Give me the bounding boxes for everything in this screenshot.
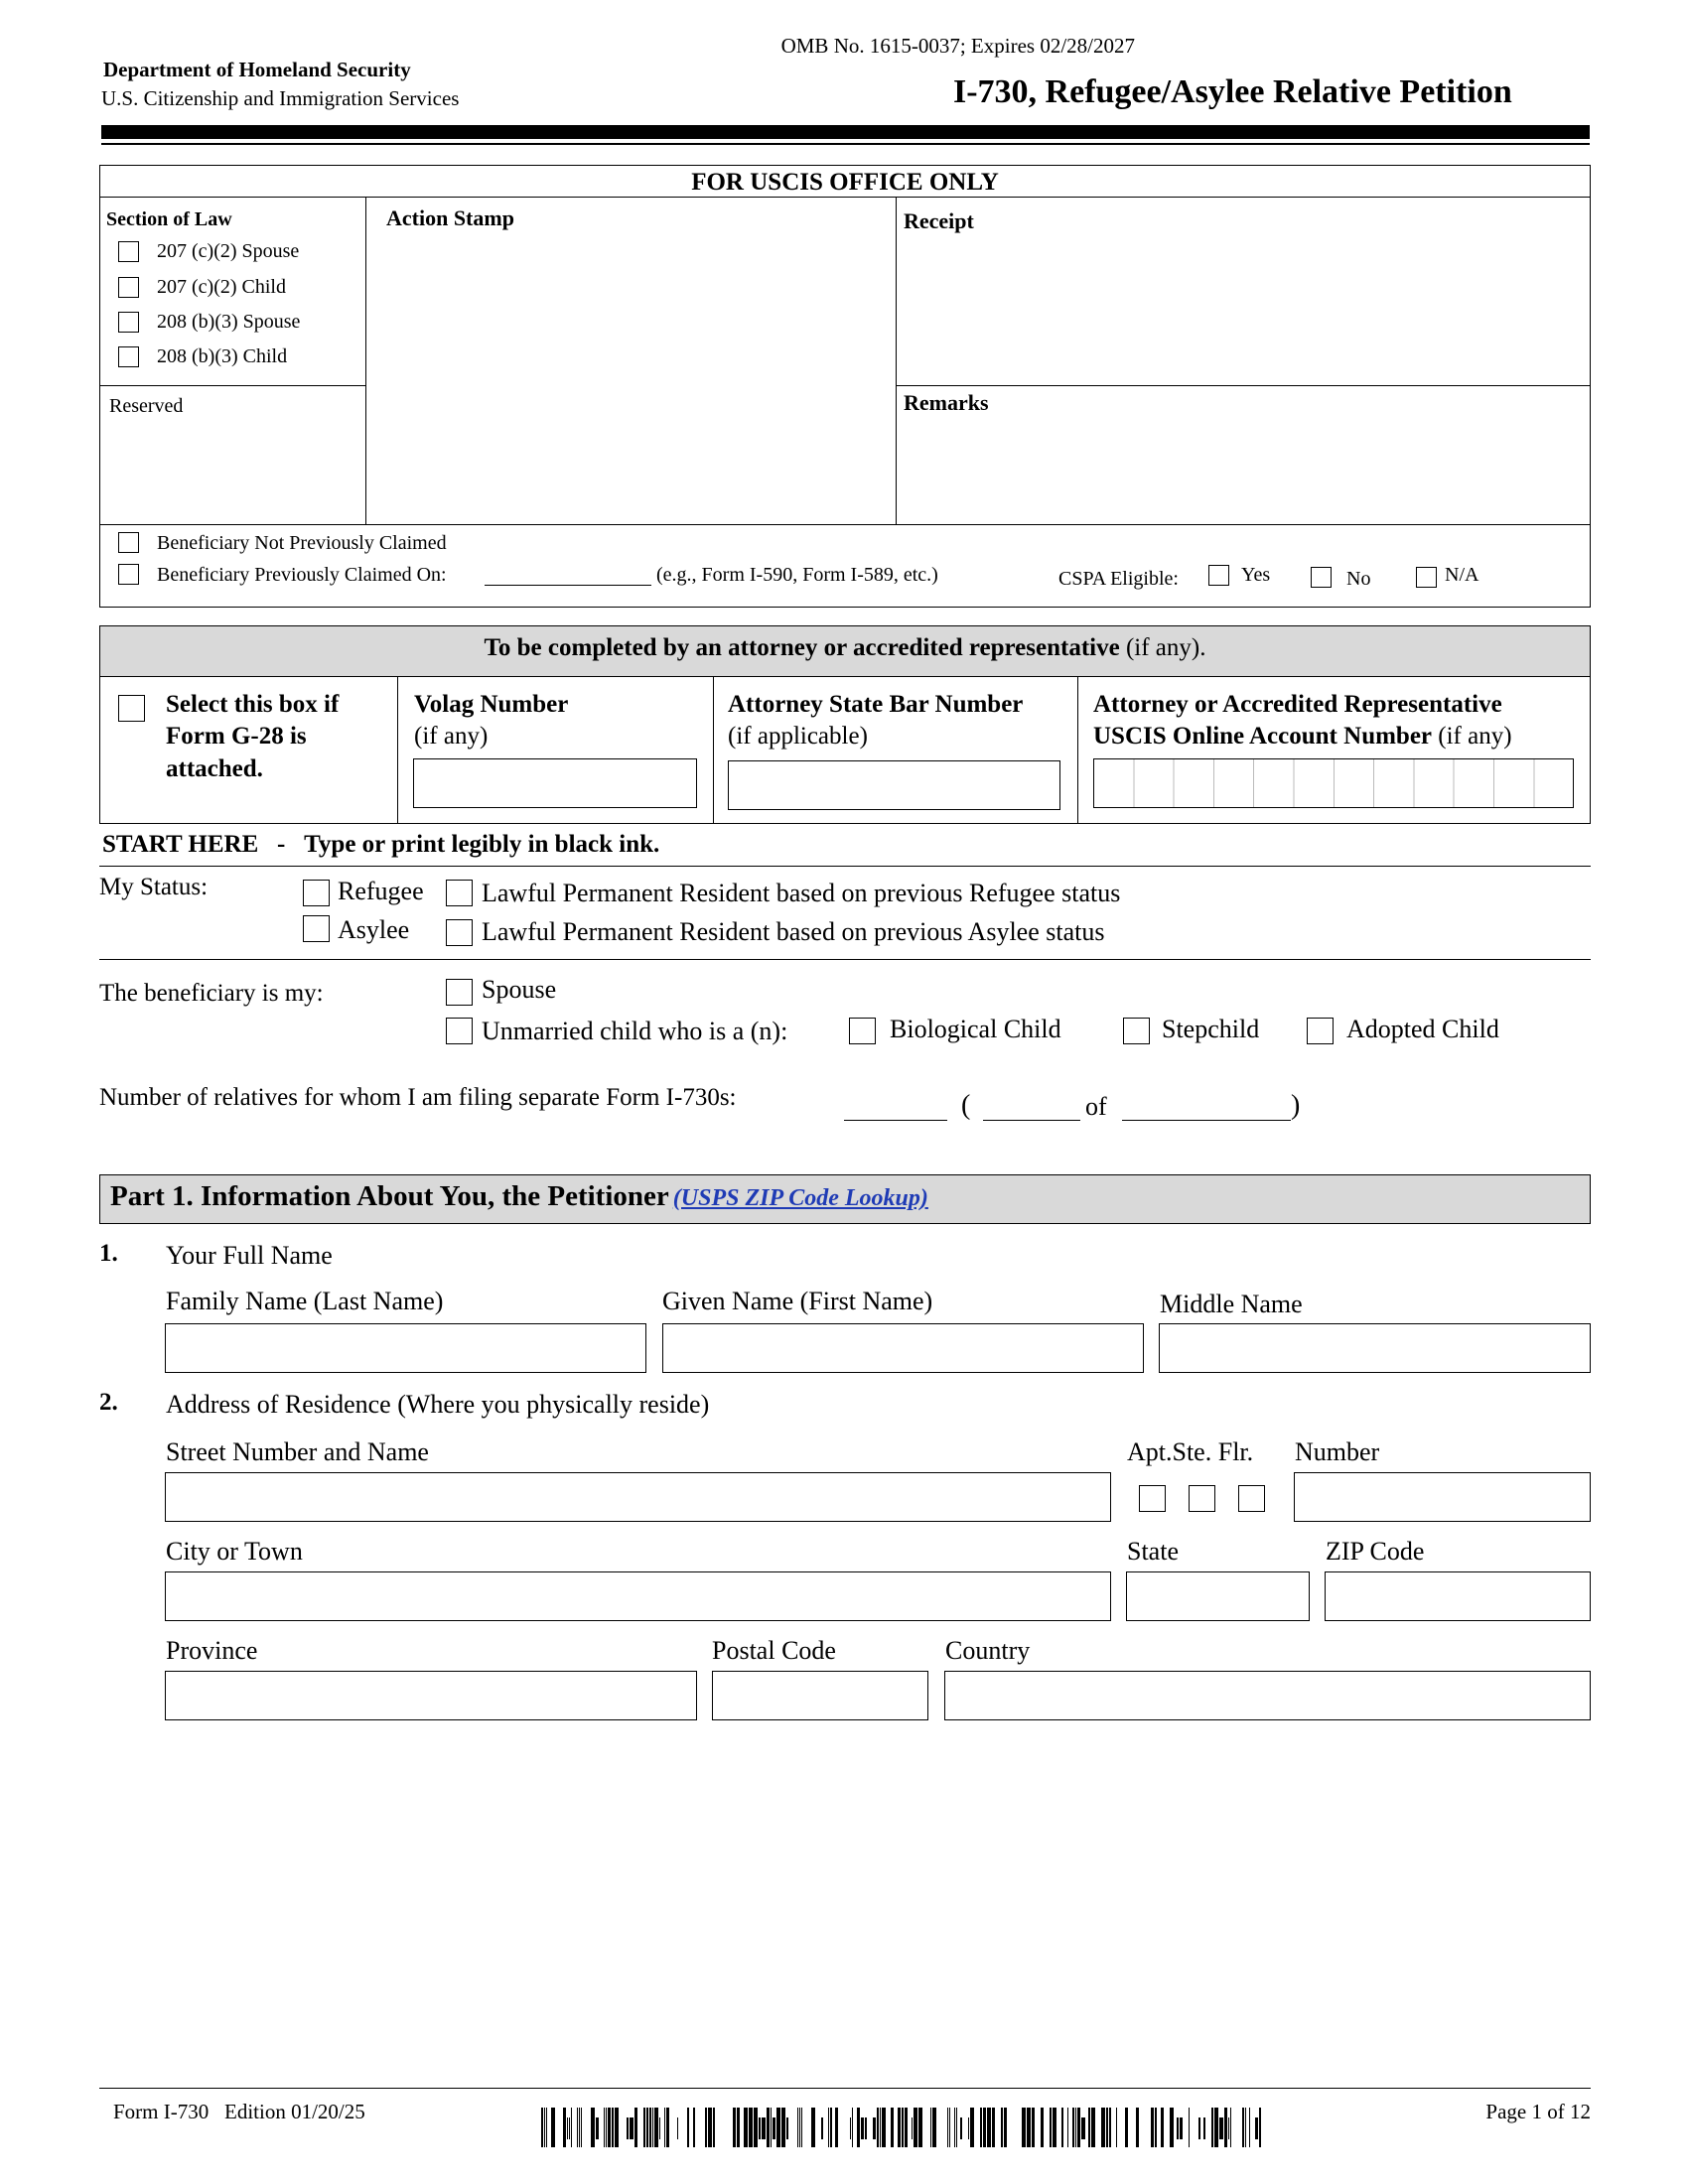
barcode-bar xyxy=(1155,2108,1157,2147)
receipt-label: Receipt xyxy=(904,208,974,233)
section-of-law-label: Section of Law xyxy=(106,208,232,230)
barcode-bar xyxy=(970,2108,974,2147)
barcode-bar xyxy=(664,2108,665,2147)
barcode-bar xyxy=(666,2108,669,2147)
remarks-label: Remarks xyxy=(904,390,989,415)
barcode-bar xyxy=(1230,2108,1231,2147)
barcode-bar xyxy=(1136,2108,1139,2147)
start-here-label xyxy=(102,831,659,859)
biological-child-label: Biological Child xyxy=(890,1015,1061,1043)
law-207c2-spouse-checkbox[interactable] xyxy=(118,241,139,262)
barcode-bar xyxy=(914,2108,917,2147)
bar-number-input[interactable] xyxy=(728,760,1060,810)
previously-claimed-blank[interactable] xyxy=(485,585,651,586)
barcode-bar xyxy=(954,2108,955,2147)
g28-attached-checkbox[interactable] xyxy=(118,695,145,722)
barcode-bar xyxy=(1245,2108,1246,2147)
barcode-bar xyxy=(563,2108,566,2147)
barcode-bar xyxy=(1032,2108,1035,2147)
barcode-bar xyxy=(1170,2108,1174,2147)
beneficiary-spouse-checkbox[interactable] xyxy=(446,979,473,1006)
barcode-bar xyxy=(776,2108,780,2147)
cspa-no-checkbox[interactable] xyxy=(1311,567,1332,588)
attorney-banner-text xyxy=(99,634,1591,662)
barcode-bar xyxy=(987,2108,991,2147)
barcode-bar xyxy=(612,2108,614,2147)
law-208b3-child-checkbox[interactable] xyxy=(118,346,139,367)
account-digit-cells xyxy=(1094,759,1573,807)
state-label: State xyxy=(1127,1537,1179,1566)
uscis-box-title: FOR USCIS OFFICE ONLY xyxy=(691,169,999,196)
barcode-bar xyxy=(797,2108,798,2147)
barcode-bar xyxy=(912,2117,913,2139)
barcode-bar xyxy=(744,2108,748,2147)
relatives-total-blank[interactable] xyxy=(1122,1120,1291,1121)
account-label-rest: (if any) xyxy=(1438,723,1512,750)
law-208b3-spouse-checkbox[interactable] xyxy=(118,312,139,333)
usps-zip-lookup-link[interactable]: (USPS ZIP Code Lookup) xyxy=(672,1185,928,1211)
barcode-bar xyxy=(654,2108,658,2147)
barcode xyxy=(541,2108,1266,2149)
zip-code-input[interactable] xyxy=(1325,1571,1591,1621)
section-law-rule xyxy=(99,385,365,386)
barcode-bar xyxy=(830,2108,832,2147)
start-here-rule xyxy=(99,866,1591,867)
barcode-bar xyxy=(882,2108,886,2147)
state-select[interactable] xyxy=(1126,1571,1310,1621)
footer-form-id xyxy=(113,2100,365,2124)
not-previously-claimed-label: Beneficiary Not Previously Claimed xyxy=(157,532,447,554)
uscis-title-rule xyxy=(99,197,1591,198)
cspa-no-label: No xyxy=(1346,568,1371,590)
barcode-bar xyxy=(627,2117,629,2139)
adopted-child-label: Adopted Child xyxy=(1346,1015,1499,1043)
barcode-bar xyxy=(1072,2108,1074,2147)
postal-code-label: Postal Code xyxy=(712,1636,836,1665)
barcode-bar xyxy=(596,2117,599,2139)
barcode-bar xyxy=(1004,2108,1007,2147)
beneficiary-label: The beneficiary is my: xyxy=(99,980,324,1007)
barcode-bar xyxy=(581,2108,582,2147)
reserved-label: Reserved xyxy=(109,395,184,417)
barcode-bar xyxy=(980,2108,982,2147)
barcode-bar xyxy=(1091,2108,1095,2147)
barcode-bar xyxy=(646,2108,648,2147)
barcode-bar xyxy=(1177,2117,1179,2139)
barcode-bar xyxy=(604,2108,605,2147)
start-here-text: START HERE xyxy=(102,831,259,858)
barcode-bar xyxy=(1255,2117,1258,2139)
apt-ste-flr-label xyxy=(1127,1437,1253,1467)
barcode-bar xyxy=(1106,2108,1108,2147)
beneficiary-unmarried-child-checkbox[interactable] xyxy=(446,1018,473,1044)
status-lpr-refugee-label: Lawful Permanent Resident based on previous Refugee status xyxy=(482,879,1121,907)
barcode-bar xyxy=(960,2117,962,2139)
province-input[interactable] xyxy=(165,1671,697,1720)
middle-name-input[interactable] xyxy=(1159,1323,1591,1373)
barcode-bar xyxy=(1161,2108,1164,2147)
relatives-of: of xyxy=(1085,1092,1107,1121)
barcode-bar xyxy=(687,2108,689,2147)
barcode-bar xyxy=(1125,2108,1128,2147)
status-refugee-label: Refugee xyxy=(338,877,424,905)
barcode-bar xyxy=(652,2108,653,2147)
status-asylee-checkbox[interactable] xyxy=(303,915,330,942)
volag-number-input[interactable] xyxy=(413,758,697,808)
g28-line-3: attached. xyxy=(166,755,263,782)
barcode-bar xyxy=(968,2117,969,2139)
footer-rule xyxy=(99,2088,1591,2089)
barcode-bar xyxy=(571,2108,572,2147)
barcode-bar xyxy=(677,2117,678,2139)
previously-claimed-label: Beneficiary Previously Claimed On: xyxy=(157,564,447,586)
department-name: Department of Homeland Security xyxy=(103,58,411,81)
cspa-na-checkbox[interactable] xyxy=(1416,567,1437,588)
uscis-divider-2 xyxy=(896,197,897,524)
attorney-divider-2 xyxy=(713,677,714,824)
flr-checkbox[interactable] xyxy=(1238,1485,1265,1512)
city-input[interactable] xyxy=(165,1571,1111,1621)
barcode-bar xyxy=(1027,2108,1031,2147)
bar-number-label: Attorney State Bar Number xyxy=(728,691,1024,718)
street-label: Street Number and Name xyxy=(166,1437,429,1466)
attorney-banner-rest: (if any). xyxy=(1125,634,1206,661)
ste-label: Ste. xyxy=(1172,1437,1212,1466)
barcode-bar xyxy=(1077,2108,1080,2147)
barcode-bar xyxy=(643,2108,645,2147)
barcode-bar xyxy=(1198,2117,1200,2139)
g28-line-2: Form G-28 is xyxy=(166,723,307,750)
cspa-eligible-label: CSPA Eligible: xyxy=(1058,568,1179,590)
given-name-input[interactable] xyxy=(662,1323,1144,1373)
number-label: Number xyxy=(1295,1437,1380,1466)
part1-title: Part 1. Information About You, the Petitioner xyxy=(110,1180,669,1212)
header-thick-rule xyxy=(101,125,1590,139)
status-rule xyxy=(99,959,1591,960)
barcode-bar xyxy=(659,2117,660,2139)
attorney-banner-bold: To be completed by an attorney or accredited representative xyxy=(484,634,1120,661)
cspa-na-label: N/A xyxy=(1445,564,1479,586)
start-here-instruction: Type or print legibly in black ink. xyxy=(304,831,660,858)
g28-line-1: Select this box if xyxy=(166,691,340,718)
barcode-bar xyxy=(708,2108,712,2147)
barcode-bar xyxy=(567,2117,568,2139)
status-lpr-asylee-label: Lawful Permanent Resident based on previous Asylee status xyxy=(482,917,1105,946)
city-label: City or Town xyxy=(166,1537,303,1566)
zip-code-label: ZIP Code xyxy=(1326,1537,1425,1566)
barcode-bar xyxy=(1053,2108,1056,2147)
barcode-bar xyxy=(786,2117,788,2139)
apt-label: Apt. xyxy=(1127,1437,1173,1466)
cspa-yes-label: Yes xyxy=(1241,564,1271,586)
start-here-dash: - xyxy=(277,831,286,858)
barcode-bar xyxy=(983,2108,986,2147)
barcode-bar xyxy=(992,2108,995,2147)
question-1-label: Your Full Name xyxy=(166,1241,333,1270)
barcode-bar xyxy=(1189,2108,1190,2147)
apt-number-input[interactable] xyxy=(1294,1472,1591,1522)
adopted-child-checkbox[interactable] xyxy=(1307,1018,1334,1044)
barcode-bar xyxy=(1022,2108,1026,2147)
account-label-line-1: Attorney or Accredited Representative xyxy=(1093,691,1502,718)
online-account-number-input[interactable] xyxy=(1093,758,1574,808)
barcode-bar xyxy=(1219,2117,1223,2139)
previously-claimed-example: (e.g., Form I-590, Form I-589, etc.) xyxy=(656,564,938,586)
barcode-bar xyxy=(1214,2108,1218,2147)
barcode-bar xyxy=(759,2117,761,2139)
status-lpr-refugee-checkbox[interactable] xyxy=(446,880,473,906)
barcode-bar xyxy=(693,2108,695,2147)
status-asylee-label: Asylee xyxy=(338,915,410,944)
barcode-bar xyxy=(546,2108,547,2147)
barcode-bar xyxy=(762,2117,766,2139)
barcode-bar xyxy=(873,2117,876,2139)
account-label-line-2 xyxy=(1093,723,1512,751)
agency-name: U.S. Citizenship and Immigration Services xyxy=(101,86,460,110)
stepchild-checkbox[interactable] xyxy=(1123,1018,1150,1044)
footer-form: Form I-730 xyxy=(113,2100,210,2123)
law-option-label: 208 (b)(3) Child xyxy=(157,345,288,367)
relatives-open-paren: ( xyxy=(961,1090,971,1121)
barcode-bar xyxy=(828,2108,829,2147)
barcode-bar xyxy=(865,2117,867,2139)
my-status-label: My Status: xyxy=(99,874,209,900)
barcode-bar xyxy=(1088,2108,1090,2147)
barcode-bar xyxy=(1101,2108,1105,2147)
receipt-rule xyxy=(896,385,1591,386)
barcode-bar xyxy=(1050,2108,1052,2147)
bar-number-sub: (if applicable) xyxy=(728,723,868,750)
barcode-bar xyxy=(930,2108,931,2147)
cspa-yes-checkbox[interactable] xyxy=(1208,565,1229,586)
question-1-number: 1. xyxy=(99,1240,118,1267)
footer-edition: Edition 01/20/25 xyxy=(224,2100,365,2123)
barcode-bar xyxy=(1081,2117,1085,2139)
barcode-bar xyxy=(1203,2117,1205,2139)
question-2-number: 2. xyxy=(99,1389,118,1416)
given-name-label: Given Name (First Name) xyxy=(662,1287,933,1315)
barcode-bar xyxy=(606,2108,607,2147)
law-option-label: 207 (c)(2) Spouse xyxy=(157,240,300,262)
country-input[interactable] xyxy=(944,1671,1591,1720)
barcode-bar xyxy=(1180,2117,1183,2139)
barcode-bar xyxy=(1259,2108,1261,2147)
question-2-label: Address of Residence (Where you physically reside) xyxy=(166,1390,710,1419)
barcode-bar xyxy=(1224,2108,1227,2147)
barcode-bar xyxy=(850,2117,851,2139)
barcode-bar xyxy=(749,2108,753,2147)
form-title: I-730, Refugee/Asylee Relative Petition xyxy=(953,73,1512,110)
volag-sub: (if any) xyxy=(414,723,489,750)
relatives-count-blank[interactable] xyxy=(844,1120,947,1121)
barcode-bar xyxy=(1001,2108,1003,2147)
flr-label: Flr. xyxy=(1217,1437,1254,1466)
previously-claimed-checkbox[interactable] xyxy=(118,564,139,585)
apt-checkbox[interactable] xyxy=(1139,1485,1166,1512)
barcode-bar xyxy=(1041,2108,1044,2147)
barcode-bar xyxy=(705,2108,707,2147)
barcode-bar xyxy=(801,2108,802,2147)
barcode-bar xyxy=(947,2108,948,2147)
attorney-divider-3 xyxy=(1077,677,1078,824)
barcode-bar xyxy=(733,2108,736,2147)
law-option-label: 208 (b)(3) Spouse xyxy=(157,311,301,333)
barcode-bar xyxy=(811,2108,815,2147)
status-refugee-checkbox[interactable] xyxy=(303,880,330,906)
footer-page-number: Page 1 of 12 xyxy=(1485,2100,1591,2123)
barcode-bar xyxy=(649,2108,651,2147)
action-stamp-label: Action Stamp xyxy=(386,205,514,230)
country-label: Country xyxy=(945,1636,1031,1665)
barcode-bar xyxy=(835,2108,838,2147)
barcode-bar xyxy=(877,2108,879,2147)
barcode-bar xyxy=(737,2108,740,2147)
barcode-bar xyxy=(902,2108,904,2147)
barcode-bar xyxy=(1075,2108,1076,2147)
street-input[interactable] xyxy=(165,1472,1111,1522)
barcode-bar xyxy=(1109,2108,1111,2147)
barcode-bar xyxy=(781,2108,785,2147)
barcode-bar xyxy=(713,2108,715,2147)
barcode-bar xyxy=(1242,2108,1244,2147)
barcode-bars xyxy=(541,2108,1261,2147)
barcode-bar xyxy=(579,2108,580,2147)
barcode-bar xyxy=(852,2108,853,2147)
status-lpr-asylee-checkbox[interactable] xyxy=(446,919,473,946)
barcode-bar xyxy=(1228,2117,1229,2139)
law-207c2-child-checkbox[interactable] xyxy=(118,277,139,298)
barcode-bar xyxy=(956,2108,957,2147)
barcode-bar xyxy=(861,2117,864,2139)
barcode-bar xyxy=(767,2108,770,2147)
barcode-bar xyxy=(821,2117,823,2139)
barcode-bar xyxy=(880,2108,881,2147)
relatives-close-paren: ) xyxy=(1291,1090,1301,1121)
biological-child-checkbox[interactable] xyxy=(849,1018,876,1044)
barcode-bar xyxy=(898,2108,901,2147)
barcode-bar xyxy=(634,2108,637,2147)
uscis-bottom-rule xyxy=(99,524,1591,525)
barcode-bar xyxy=(857,2108,860,2147)
barcode-bar xyxy=(1067,2108,1068,2147)
stepchild-label: Stepchild xyxy=(1162,1015,1260,1043)
barcode-bar xyxy=(905,2108,908,2147)
account-label-bold: USCIS Online Account Number xyxy=(1093,723,1433,750)
barcode-bar xyxy=(773,2117,775,2139)
barcode-bar xyxy=(799,2108,800,2147)
volag-label: Volag Number xyxy=(414,691,569,718)
barcode-bar xyxy=(551,2108,555,2147)
barcode-bar xyxy=(569,2117,570,2139)
header-thin-rule xyxy=(101,143,1590,145)
barcode-bar xyxy=(608,2108,611,2147)
omb-number: OMB No. 1615-0037; Expires 02/28/2027 xyxy=(780,34,1135,58)
family-name-input[interactable] xyxy=(165,1323,646,1373)
barcode-bar xyxy=(1211,2108,1213,2147)
barcode-bar xyxy=(771,2108,772,2147)
province-label: Province xyxy=(166,1636,258,1665)
barcode-bar xyxy=(1061,2108,1063,2147)
not-previously-claimed-checkbox[interactable] xyxy=(118,532,139,553)
relatives-index-blank[interactable] xyxy=(983,1120,1080,1121)
barcode-bar xyxy=(891,2108,894,2147)
attorney-divider-1 xyxy=(397,677,398,824)
barcode-bar xyxy=(1116,2108,1117,2147)
barcode-bar xyxy=(1249,2108,1250,2147)
barcode-bar xyxy=(949,2108,950,2147)
relatives-count-label: Number of relatives for whom I am filing separate Form I-730s: xyxy=(99,1084,737,1111)
middle-name-label: Middle Name xyxy=(1160,1290,1303,1318)
barcode-bar xyxy=(1151,2108,1154,2147)
law-option-label: 207 (c)(2) Child xyxy=(157,276,286,298)
barcode-bar xyxy=(630,2117,633,2139)
part1-heading xyxy=(110,1180,928,1213)
beneficiary-unmarried-child-label: Unmarried child who is a (n): xyxy=(482,1017,788,1045)
barcode-bar xyxy=(932,2108,936,2147)
beneficiary-spouse-label: Spouse xyxy=(482,975,557,1004)
barcode-bar xyxy=(541,2108,543,2147)
uscis-divider-1 xyxy=(365,197,366,524)
barcode-bar xyxy=(754,2108,758,2147)
barcode-bar xyxy=(577,2108,578,2147)
barcode-bar xyxy=(544,2108,545,2147)
barcode-bar xyxy=(591,2108,595,2147)
barcode-bar xyxy=(615,2108,619,2147)
family-name-label: Family Name (Last Name) xyxy=(166,1287,444,1315)
postal-code-input[interactable] xyxy=(712,1671,928,1720)
barcode-bar xyxy=(918,2108,922,2147)
ste-checkbox[interactable] xyxy=(1189,1485,1215,1512)
